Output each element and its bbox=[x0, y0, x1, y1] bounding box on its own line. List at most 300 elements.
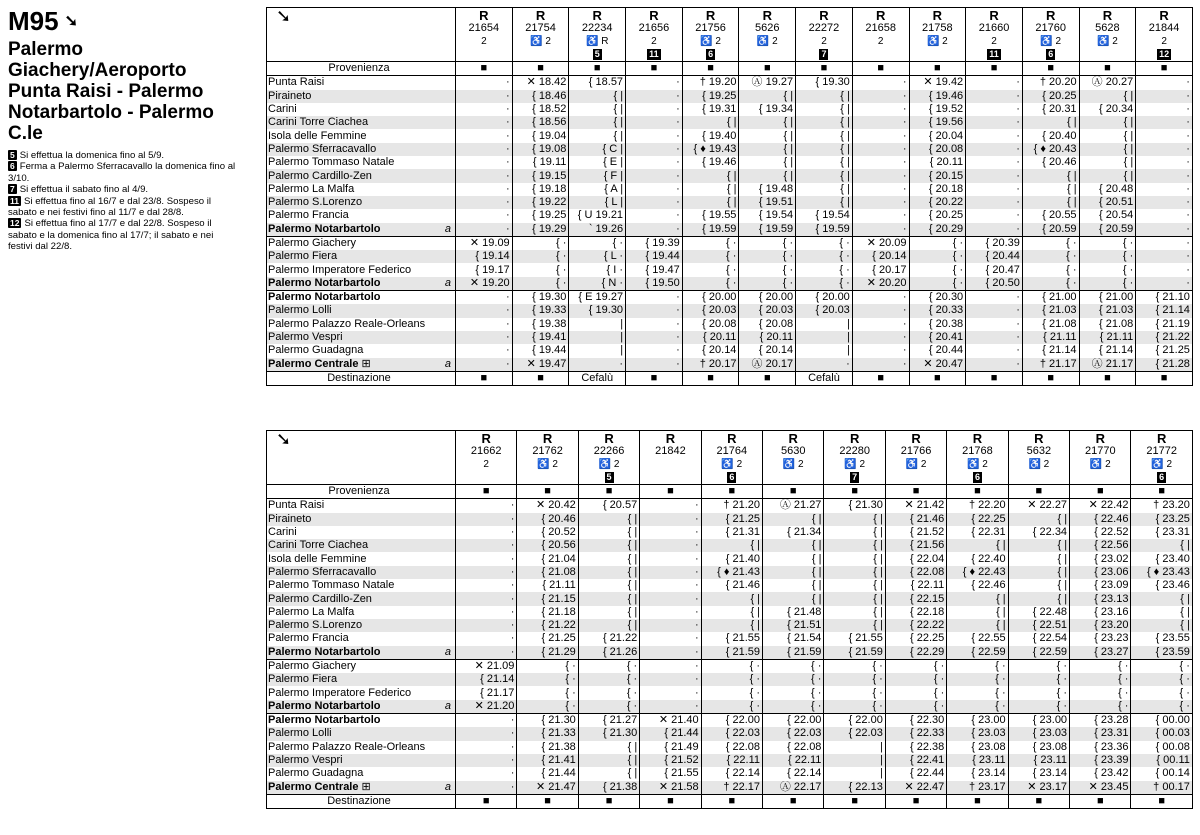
time-cell: { · bbox=[909, 250, 966, 263]
station-row bbox=[267, 103, 1193, 116]
time-cell: · bbox=[640, 659, 701, 673]
time-cell: · bbox=[966, 331, 1023, 344]
train-number: 21654 bbox=[468, 22, 500, 34]
time-cell: · bbox=[852, 209, 909, 222]
time-cell: { 20.56 bbox=[517, 539, 578, 552]
time-cell: { 20.34 bbox=[1079, 103, 1136, 116]
destinazione-cell: ■ bbox=[456, 794, 517, 808]
station-name-text: Palermo S.Lorenzo bbox=[268, 196, 363, 209]
station-name bbox=[267, 169, 456, 182]
time-cell: · bbox=[456, 781, 517, 795]
time-cell: · bbox=[456, 358, 513, 372]
station-name-text: Palermo Imperatore Federico bbox=[268, 263, 412, 276]
destinazione-cell: ■ bbox=[517, 794, 578, 808]
train-symbol: R bbox=[665, 431, 676, 446]
train-number: 21772 bbox=[1146, 445, 1177, 457]
destinazione-cell: ■ bbox=[1136, 371, 1193, 385]
train-symbol: R bbox=[989, 8, 999, 23]
time-cell: { 21.14 bbox=[1136, 304, 1193, 317]
time-cell: Ⓐ 22.17 bbox=[763, 781, 824, 795]
time-cell: { 20.47 bbox=[966, 263, 1023, 276]
provenienza-cell: ■ bbox=[640, 485, 701, 499]
time-cell: { 19.33 bbox=[512, 304, 569, 317]
destinazione-cell: ■ bbox=[966, 371, 1023, 385]
train-symbol: R bbox=[542, 431, 553, 446]
time-cell: { 23.00 bbox=[1008, 714, 1069, 728]
time-cell: { 21.25 bbox=[701, 513, 762, 526]
time-cell: { · bbox=[885, 700, 946, 714]
time-cell: { | bbox=[796, 116, 853, 129]
time-cell: · bbox=[626, 76, 683, 90]
time-cell: { 22.18 bbox=[885, 606, 946, 619]
time-cell: † 23.17 bbox=[947, 781, 1008, 795]
time-cell: { 22.31 bbox=[947, 526, 1008, 539]
note bbox=[8, 184, 236, 195]
train-number: 21760 bbox=[1035, 22, 1067, 34]
destinazione-cell: ■ bbox=[824, 794, 885, 808]
time-cell: { | bbox=[569, 90, 626, 103]
time-cell: { 19.17 bbox=[456, 263, 513, 276]
time-cell: · bbox=[852, 344, 909, 357]
time-cell: · bbox=[640, 526, 701, 539]
time-cell: { 21.00 bbox=[1022, 291, 1079, 305]
station-name-text: Palermo Fiera bbox=[268, 250, 338, 263]
route-code bbox=[8, 6, 236, 37]
time-cell: { 21.22 bbox=[1136, 331, 1193, 344]
time-cell: { | bbox=[701, 619, 762, 632]
train-header bbox=[1070, 431, 1131, 485]
time-cell: { 23.16 bbox=[1070, 606, 1131, 619]
station-name bbox=[267, 526, 456, 539]
time-cell: · bbox=[640, 539, 701, 552]
time-cell: { 22.14 bbox=[763, 767, 824, 780]
train-services-icon: ♿ 2 bbox=[782, 459, 804, 470]
time-cell: · bbox=[1136, 250, 1193, 263]
train-symbol: R bbox=[727, 431, 737, 446]
time-cell: { · bbox=[824, 659, 885, 673]
provenienza-cell: ■ bbox=[682, 62, 739, 76]
train-symbol: R bbox=[762, 8, 772, 23]
time-cell: { ♦ 23.43 bbox=[1131, 566, 1192, 579]
time-cell: · bbox=[966, 129, 1023, 142]
time-cell: { 22.00 bbox=[701, 714, 762, 728]
train-services-icon: 2 bbox=[821, 36, 827, 47]
station-name bbox=[267, 741, 456, 754]
time-cell: { | bbox=[763, 552, 824, 565]
time-cell: { | bbox=[1008, 552, 1069, 565]
time-cell: { · bbox=[1008, 659, 1069, 673]
time-cell: · bbox=[852, 156, 909, 169]
time-cell: { 23.08 bbox=[947, 741, 1008, 754]
time-cell: { 21.55 bbox=[824, 632, 885, 645]
destinazione-cell: ■ bbox=[947, 794, 1008, 808]
train-services-icon: 2 bbox=[877, 36, 884, 47]
time-cell: { ♦ 21.43 bbox=[701, 566, 762, 579]
time-cell: { | bbox=[796, 196, 853, 209]
time-cell: { · bbox=[517, 700, 578, 714]
time-cell: { | bbox=[569, 129, 626, 142]
station-name-text: Palermo Francia bbox=[268, 632, 349, 645]
time-cell: { 23.25 bbox=[1131, 513, 1192, 526]
time-cell: { | bbox=[824, 539, 885, 552]
station-name bbox=[267, 619, 456, 632]
time-cell: { | bbox=[1008, 566, 1069, 579]
time-cell: { · bbox=[885, 686, 946, 699]
time-cell: · bbox=[1136, 196, 1193, 209]
train-number: 5628 bbox=[1095, 22, 1120, 34]
time-cell: { · bbox=[947, 673, 1008, 686]
time-cell: { 23.59 bbox=[1131, 646, 1192, 660]
station-name-text: Palermo Palazzo Reale-Orleans bbox=[268, 317, 426, 330]
time-cell: Ⓐ 20.27 bbox=[1079, 76, 1136, 90]
time-cell: { 21.18 bbox=[517, 606, 578, 619]
note bbox=[8, 196, 236, 219]
time-cell: · bbox=[456, 646, 517, 660]
train-symbol: R bbox=[592, 8, 602, 23]
time-cell: · bbox=[456, 592, 517, 605]
time-cell: { 22.48 bbox=[1008, 606, 1069, 619]
provenienza-cell: ■ bbox=[517, 485, 578, 499]
station-name bbox=[267, 250, 456, 263]
time-cell: · bbox=[966, 291, 1023, 305]
time-cell: { · bbox=[796, 277, 853, 291]
station-name-text: Palermo Giachery bbox=[268, 660, 357, 672]
time-cell: { · bbox=[739, 277, 796, 291]
train-header bbox=[1022, 8, 1079, 62]
station-name-text: Palermo S.Lorenzo bbox=[268, 619, 363, 632]
time-cell: · bbox=[626, 304, 683, 317]
station-name bbox=[267, 673, 456, 686]
time-cell: · bbox=[626, 156, 683, 169]
time-cell: · bbox=[1136, 183, 1193, 196]
time-cell: · bbox=[456, 183, 513, 196]
time-cell: { 20.59 bbox=[1079, 223, 1136, 237]
time-cell: · bbox=[966, 318, 1023, 331]
time-cell: { 19.30 bbox=[796, 76, 853, 90]
time-cell: { 21.22 bbox=[578, 632, 639, 645]
time-cell: · bbox=[640, 700, 701, 714]
time-cell: · bbox=[626, 116, 683, 129]
time-cell: { 21.28 bbox=[1136, 358, 1193, 372]
time-cell: { 19.31 bbox=[682, 103, 739, 116]
header-corner bbox=[267, 431, 456, 485]
time-cell: · bbox=[852, 76, 909, 90]
time-cell: { | bbox=[1079, 156, 1136, 169]
time-cell: { · bbox=[1079, 263, 1136, 276]
time-cell: { 19.50 bbox=[626, 277, 683, 291]
note-badge: 7 bbox=[852, 472, 858, 482]
time-cell: { | bbox=[796, 156, 853, 169]
note-text: Si effettua la domenica fino al 5/9. bbox=[19, 150, 165, 161]
station-name bbox=[267, 566, 456, 579]
time-cell: { · bbox=[824, 700, 885, 714]
time-cell: { · bbox=[682, 263, 739, 276]
station-row bbox=[267, 196, 1193, 209]
time-cell: ✕ 21.20 bbox=[456, 700, 517, 714]
time-cell: · bbox=[1136, 116, 1193, 129]
train-header bbox=[909, 8, 966, 62]
time-cell: { | bbox=[824, 619, 885, 632]
time-cell: ✕ 21.58 bbox=[640, 781, 701, 795]
time-cell: · bbox=[966, 116, 1023, 129]
time-cell: { 21.29 bbox=[517, 646, 578, 660]
time-cell: { 23.11 bbox=[947, 754, 1008, 767]
station-icon: ⊞ bbox=[358, 780, 371, 793]
time-cell: · bbox=[456, 619, 517, 632]
time-cell: · bbox=[852, 291, 909, 305]
time-cell: { 23.03 bbox=[1008, 727, 1069, 740]
station-name bbox=[267, 659, 456, 673]
destinazione-cell: ■ bbox=[578, 794, 639, 808]
train-header bbox=[947, 431, 1008, 485]
time-cell: { · bbox=[701, 700, 762, 714]
time-cell: { · bbox=[763, 673, 824, 686]
time-cell: { 19.11 bbox=[512, 156, 569, 169]
train-services-icon: ♿ 2 bbox=[1028, 459, 1050, 470]
station-row bbox=[267, 659, 1193, 673]
time-cell: { 18.56 bbox=[512, 116, 569, 129]
train-header bbox=[626, 8, 683, 62]
arrival-suffix: a bbox=[444, 222, 451, 235]
station-name-text: Palermo Notarbartolo bbox=[268, 699, 381, 712]
time-cell: { 23.42 bbox=[1070, 767, 1131, 780]
station-row bbox=[267, 250, 1193, 263]
time-cell: { | bbox=[739, 129, 796, 142]
provenienza-cell: ■ bbox=[1070, 485, 1131, 499]
time-cell: { 23.55 bbox=[1131, 632, 1192, 645]
train-services-icon: 2 bbox=[481, 36, 487, 47]
station-name-text: Palermo Centrale bbox=[268, 357, 359, 370]
time-cell: · bbox=[966, 304, 1023, 317]
time-cell: { | bbox=[578, 579, 639, 592]
time-cell: { | bbox=[682, 116, 739, 129]
time-cell: · bbox=[852, 183, 909, 196]
note-badge: 6 bbox=[10, 161, 15, 172]
station-row bbox=[267, 156, 1193, 169]
station-name bbox=[267, 76, 456, 90]
time-cell: ✕ 21.40 bbox=[640, 714, 701, 728]
train-header bbox=[517, 431, 578, 485]
destinazione-cell: ■ bbox=[763, 794, 824, 808]
time-cell: · bbox=[626, 358, 683, 372]
time-cell: · bbox=[852, 358, 909, 372]
time-cell: · bbox=[456, 539, 517, 552]
arrival-suffix: a bbox=[444, 699, 451, 712]
time-cell: { 22.44 bbox=[885, 767, 946, 780]
notes-list bbox=[8, 150, 236, 253]
time-cell: { | bbox=[578, 606, 639, 619]
destinazione-cell: ■ bbox=[456, 371, 513, 385]
note-badge: 11 bbox=[989, 49, 999, 59]
station-row bbox=[267, 646, 1193, 660]
time-cell: { 23.03 bbox=[947, 727, 1008, 740]
time-cell: { 22.40 bbox=[947, 552, 1008, 565]
time-cell: { · bbox=[796, 263, 853, 276]
train-symbol: R bbox=[788, 431, 798, 446]
time-cell: · bbox=[456, 331, 513, 344]
time-cell: { | bbox=[1079, 143, 1136, 156]
note-badge: 5 bbox=[606, 472, 612, 482]
time-cell: { 20.22 bbox=[909, 196, 966, 209]
time-cell: { 20.39 bbox=[966, 236, 1023, 250]
station-name bbox=[267, 236, 456, 250]
time-cell: { | bbox=[824, 579, 885, 592]
station-name-text: Carini Torre Ciachea bbox=[268, 116, 369, 129]
time-cell: { 19.04 bbox=[512, 129, 569, 142]
time-cell: | bbox=[796, 344, 853, 357]
train-services-icon: ♿ 2 bbox=[598, 459, 620, 470]
route-title: Palermo Giachery/Aeroporto Punta Raisi - Palermo Notarbartolo - Palermo C.le bbox=[8, 39, 214, 144]
train-services-icon: ♿ 2 bbox=[721, 459, 743, 470]
time-cell: { 21.00 bbox=[1079, 291, 1136, 305]
time-cell: { | bbox=[763, 513, 824, 526]
time-cell: { 21.52 bbox=[640, 754, 701, 767]
destinazione-cell: ■ bbox=[626, 371, 683, 385]
time-cell: | bbox=[569, 318, 626, 331]
provenienza-label: Provenienza bbox=[267, 62, 456, 76]
provenienza-cell: ■ bbox=[763, 485, 824, 499]
destinazione-cell: Cefalù bbox=[796, 371, 853, 385]
time-cell: { | bbox=[824, 606, 885, 619]
station-name-text: Palermo Francia bbox=[268, 209, 349, 222]
time-cell: { 23.27 bbox=[1070, 646, 1131, 660]
time-cell: { 21.11 bbox=[1022, 331, 1079, 344]
time-cell: · bbox=[796, 358, 853, 372]
time-cell: { 19.08 bbox=[512, 143, 569, 156]
station-name-text: Palermo Guadagna bbox=[268, 767, 364, 780]
destinazione-cell: ■ bbox=[682, 371, 739, 385]
station-name bbox=[267, 90, 456, 103]
time-cell: { 00.00 bbox=[1131, 714, 1192, 728]
provenienza-cell: ■ bbox=[456, 485, 517, 499]
arrival-suffix: a bbox=[444, 780, 451, 793]
time-cell: { 21.38 bbox=[517, 741, 578, 754]
train-header bbox=[885, 431, 946, 485]
station-name bbox=[267, 781, 456, 795]
time-cell: { 22.38 bbox=[885, 741, 946, 754]
station-name-text: Piraineto bbox=[268, 512, 312, 525]
time-cell: · bbox=[852, 116, 909, 129]
time-cell: { 20.40 bbox=[1022, 129, 1079, 142]
arrival-suffix: a bbox=[444, 645, 451, 658]
station-name bbox=[267, 103, 456, 116]
time-cell: { · bbox=[739, 236, 796, 250]
time-cell: { 21.17 bbox=[456, 686, 517, 699]
station-name-text: Piraineto bbox=[268, 89, 312, 102]
time-cell: { 22.41 bbox=[885, 754, 946, 767]
time-cell: { | bbox=[1079, 90, 1136, 103]
time-cell: { 22.55 bbox=[947, 632, 1008, 645]
train-header bbox=[763, 431, 824, 485]
time-cell: { · bbox=[517, 686, 578, 699]
train-symbol: R bbox=[972, 431, 983, 446]
time-cell: { | bbox=[739, 143, 796, 156]
station-name bbox=[267, 754, 456, 767]
train-header bbox=[966, 8, 1023, 62]
time-cell: { | bbox=[1008, 539, 1069, 552]
time-cell: { · bbox=[578, 686, 639, 699]
time-cell: { 21.40 bbox=[701, 552, 762, 565]
time-cell: { · bbox=[763, 659, 824, 673]
time-cell: { 23.11 bbox=[1008, 754, 1069, 767]
destinazione-label: Destinazione bbox=[267, 794, 456, 808]
train-header bbox=[1008, 431, 1069, 485]
time-cell: · bbox=[456, 103, 513, 116]
time-cell: { 20.46 bbox=[517, 513, 578, 526]
time-cell: { 21.51 bbox=[763, 619, 824, 632]
time-cell: · bbox=[456, 156, 513, 169]
time-cell: · bbox=[1136, 169, 1193, 182]
time-cell: { 22.46 bbox=[1070, 513, 1131, 526]
train-services-icon: 2 bbox=[651, 36, 657, 47]
time-cell: { | bbox=[1131, 592, 1192, 605]
time-cell: · bbox=[456, 318, 513, 331]
time-cell: · bbox=[456, 196, 513, 209]
time-cell: { 20.54 bbox=[1079, 209, 1136, 222]
station-name-text: Palermo Tommaso Natale bbox=[268, 156, 395, 169]
time-cell: { | bbox=[578, 754, 639, 767]
time-cell: { 22.11 bbox=[885, 579, 946, 592]
time-cell: { 21.30 bbox=[578, 727, 639, 740]
station-name bbox=[267, 344, 456, 357]
train-number: 22272 bbox=[808, 22, 840, 34]
time-cell: { 22.59 bbox=[947, 646, 1008, 660]
time-cell: { · bbox=[824, 686, 885, 699]
station-row bbox=[267, 236, 1193, 250]
train-number: 22234 bbox=[581, 22, 613, 34]
station-name-text: Palermo Tommaso Natale bbox=[268, 579, 395, 592]
destinazione-cell: ■ bbox=[1008, 794, 1069, 808]
time-cell: { 22.08 bbox=[885, 566, 946, 579]
station-row bbox=[267, 632, 1193, 645]
time-cell: { · bbox=[1022, 236, 1079, 250]
time-cell: † 22.20 bbox=[947, 499, 1008, 513]
time-cell: { 20.11 bbox=[739, 331, 796, 344]
time-cell: { · bbox=[517, 673, 578, 686]
time-cell: { 20.25 bbox=[909, 209, 966, 222]
time-cell: { 20.29 bbox=[909, 223, 966, 237]
time-cell: · bbox=[456, 76, 513, 90]
time-cell: { | bbox=[824, 592, 885, 605]
time-cell: { ♦ 20.43 bbox=[1022, 143, 1079, 156]
time-cell: { 20.15 bbox=[909, 169, 966, 182]
time-cell: { 20.03 bbox=[682, 304, 739, 317]
time-cell: { 20.52 bbox=[517, 526, 578, 539]
note-text: Si effettua fino al 16/7 e dal 23/8. Sospeso il sabato e nei festivi fino al 11/7 e dal 28/8. bbox=[8, 195, 212, 219]
time-cell: { · bbox=[512, 250, 569, 263]
station-row bbox=[267, 700, 1193, 714]
time-cell: { 22.08 bbox=[763, 741, 824, 754]
time-cell: { | bbox=[569, 116, 626, 129]
time-cell: · bbox=[966, 143, 1023, 156]
station-name bbox=[267, 539, 456, 552]
time-cell: { 20.08 bbox=[739, 318, 796, 331]
time-cell: { 20.00 bbox=[682, 291, 739, 305]
time-cell: { 20.41 bbox=[909, 331, 966, 344]
time-cell: { | bbox=[1079, 169, 1136, 182]
train-symbol: R bbox=[1156, 431, 1167, 446]
time-cell: · bbox=[456, 223, 513, 237]
time-cell: { 19.44 bbox=[512, 344, 569, 357]
time-cell: { · bbox=[1131, 659, 1192, 673]
note-badge: 6 bbox=[1048, 49, 1054, 59]
train-header bbox=[701, 431, 762, 485]
time-cell: { 23.40 bbox=[1131, 552, 1192, 565]
time-cell: { 19.39 bbox=[626, 236, 683, 250]
station-name-text: Palermo Notarbartolo bbox=[268, 645, 381, 658]
time-cell: · bbox=[640, 606, 701, 619]
note-badge: 7 bbox=[821, 49, 827, 59]
